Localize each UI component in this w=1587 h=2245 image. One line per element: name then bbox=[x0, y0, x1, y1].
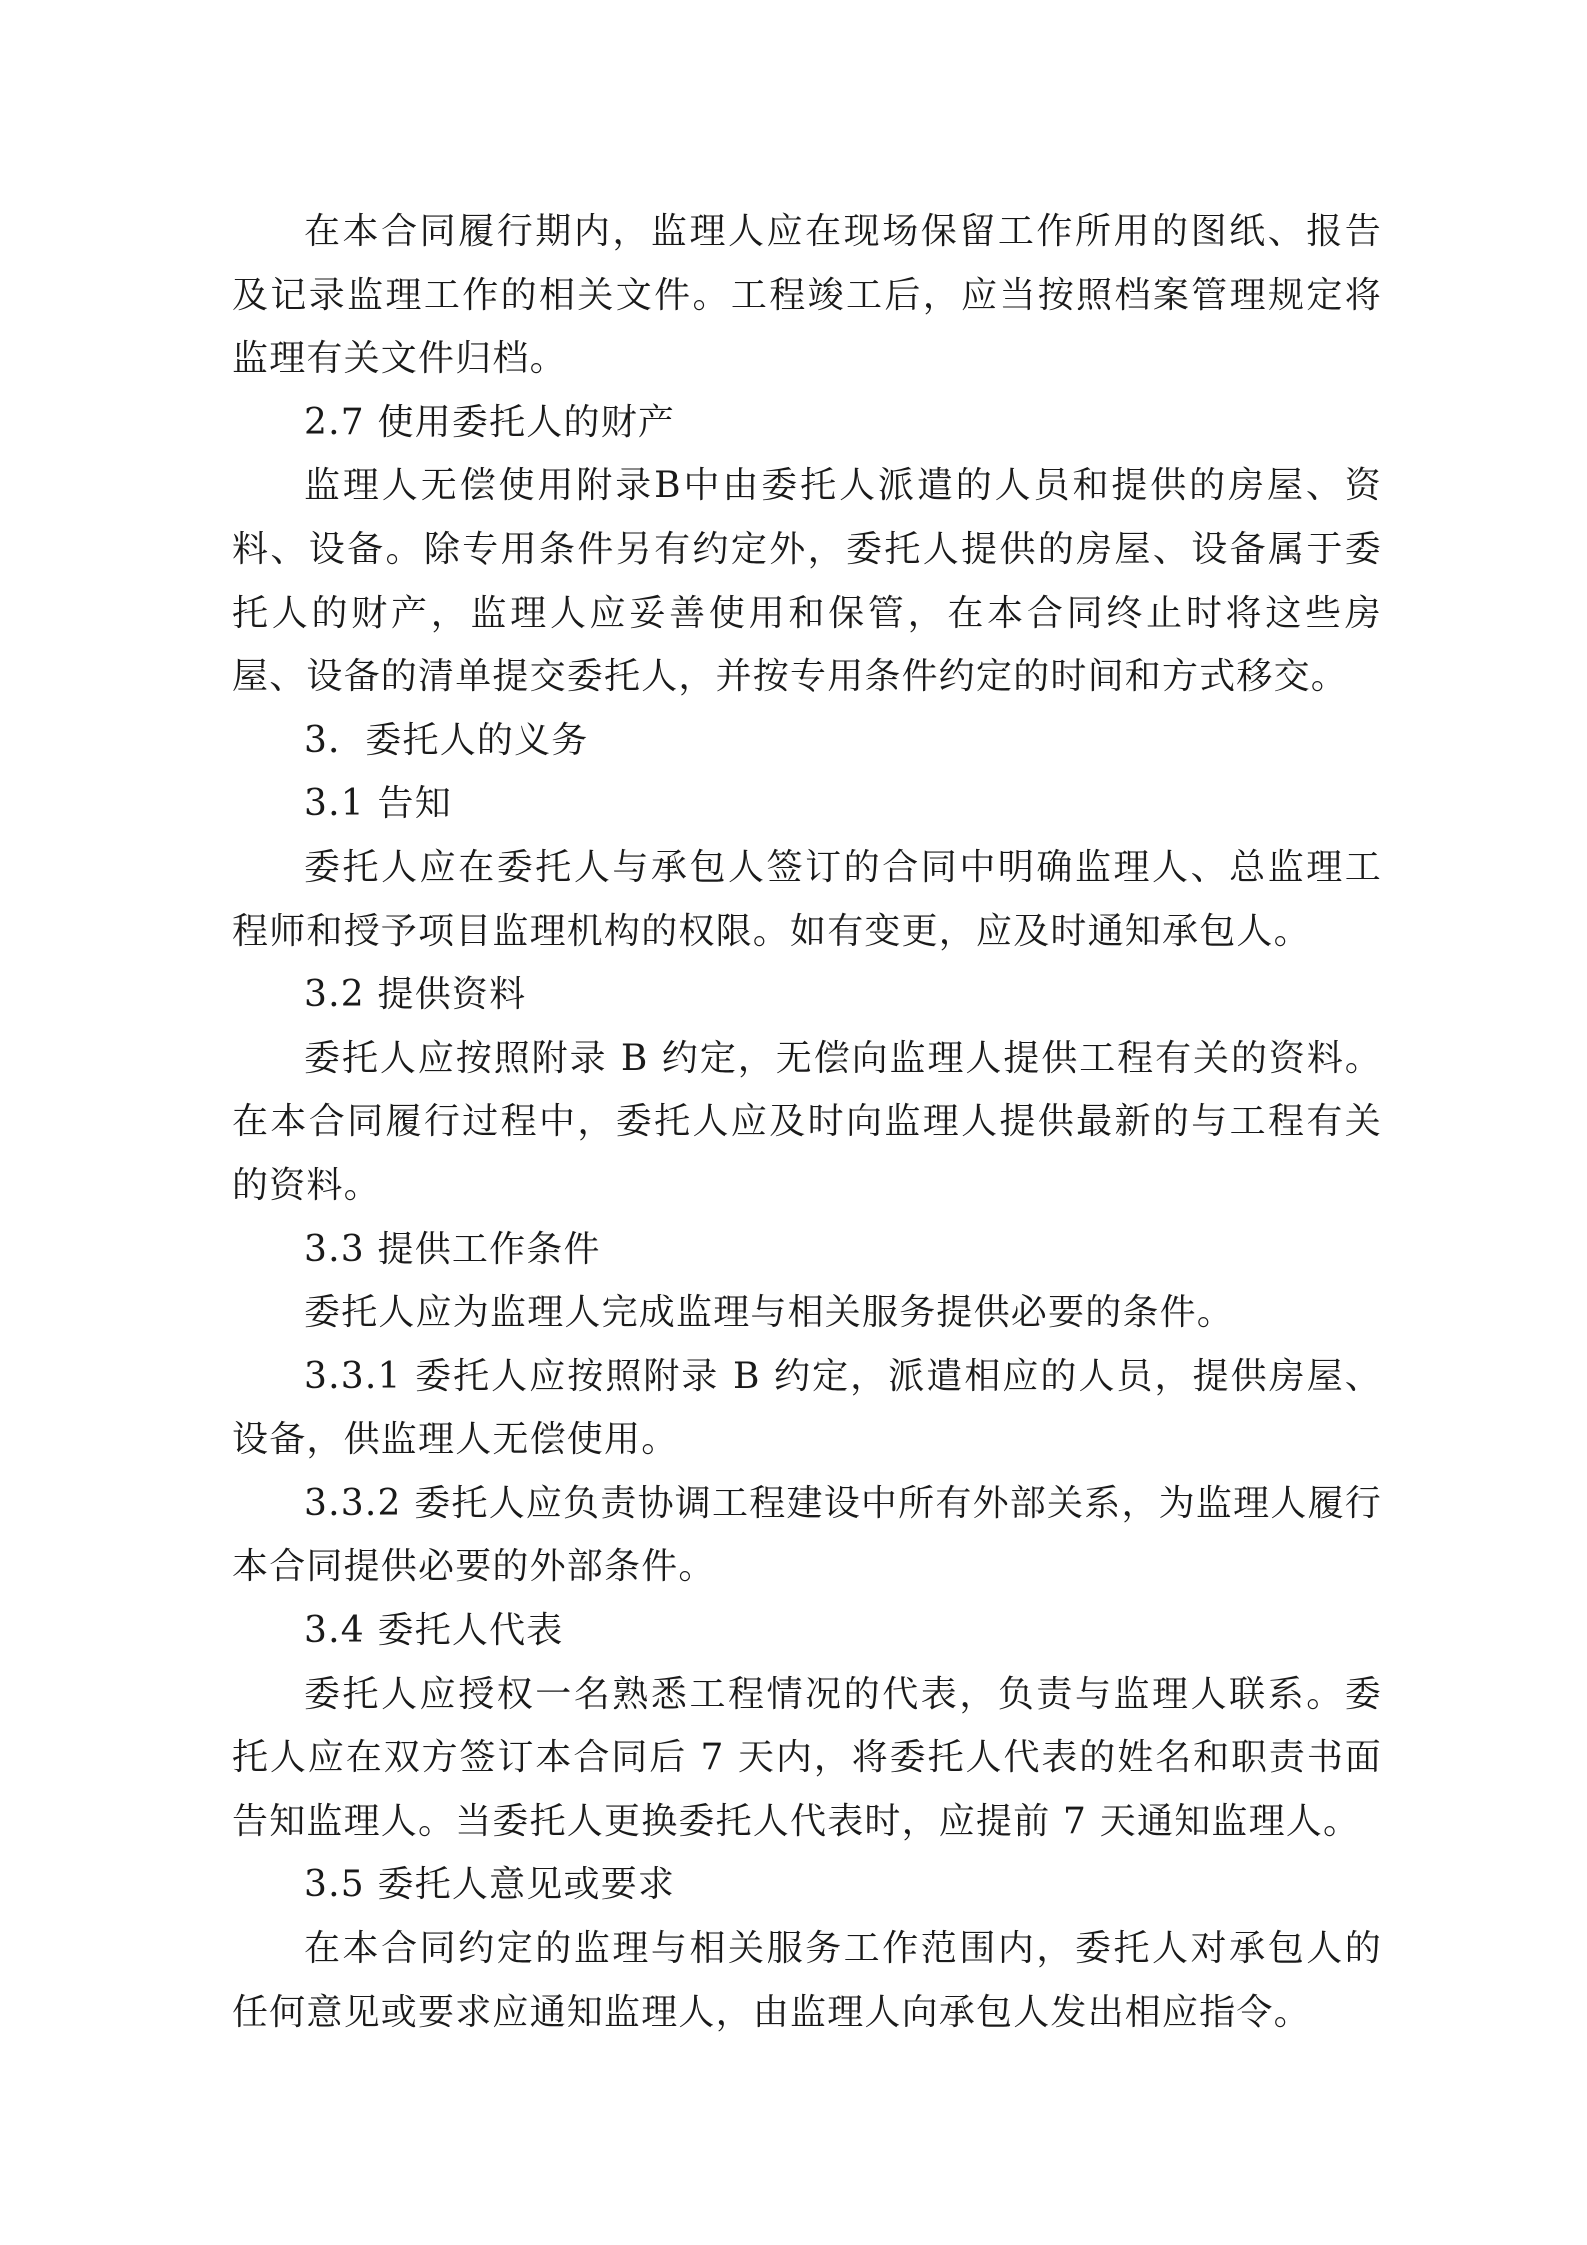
paragraph-clause-3-3-2: 3.3.2 委托人应负责协调工程建设中所有外部关系，为监理人履行本合同提供必要的外部条件。 bbox=[232, 1482, 1382, 1588]
paragraph-provide-materials: 委托人应按照附录 B 约定，无偿向监理人提供工程有关的资料。在本合同履行过程中，委托人应及时向监理人提供最新的与工程有关的资料。 bbox=[232, 1037, 1382, 1206]
section-heading-3-3: 3.3 提供工作条件 bbox=[304, 1228, 601, 1270]
paragraph-clause-3-3-1: 3.3.1 委托人应按照附录 B 约定，派遣相应的人员，提供房屋、设备，供监理人无偿使用。 bbox=[232, 1355, 1382, 1461]
section-heading-3-2: 3.2 提供资料 bbox=[304, 974, 527, 1016]
paragraph-opinions-requests: 在本合同约定的监理与相关服务工作范围内，委托人对承包人的任何意见或要求应通知监理人，由监理人向承包人发出相应指令。 bbox=[232, 1928, 1382, 2033]
document-body bbox=[232, 200, 1382, 2044]
paragraph-notification: 委托人应在委托人与承包人签订的合同中明确监理人、总监理工程师和授予项目监理机构的权限。如有变更，应及时通知承包人。 bbox=[232, 846, 1382, 952]
section-heading-3: 3．委托人的义务 bbox=[304, 719, 589, 761]
paragraph-representative: 委托人应授权一名熟悉工程情况的代表，负责与监理人联系。委托人应在双方签订本合同后 7 天内，将委托人代表的姓名和职责书面告知监理人。当委托人更换委托人代表时，应提前 7 天通知监理人。 bbox=[232, 1673, 1382, 1842]
paragraph-work-conditions: 委托人应为监理人完成监理与相关服务提供必要的条件。 bbox=[304, 1292, 1235, 1334]
section-heading-3-5: 3.5 委托人意见或要求 bbox=[304, 1864, 676, 1906]
section-heading-3-1: 3.1 告知 bbox=[304, 783, 452, 825]
paragraph-records-retention: 在本合同履行期内，监理人应在现场保留工作所用的图纸、报告及记录监理工作的相关文件。工程竣工后，应当按照档案管理规定将监理有关文件归档。 bbox=[232, 211, 1382, 380]
section-heading-2-7: 2.7 使用委托人的财产 bbox=[304, 401, 676, 443]
section-heading-3-4: 3.4 委托人代表 bbox=[304, 1610, 564, 1652]
paragraph-use-of-property: 监理人无偿使用附录B中由委托人派遣的人员和提供的房屋、资料、设备。除专用条件另有约定外，委托人提供的房屋、设备属于委托人的财产，监理人应妥善使用和保管，在本合同终止时将这些房屋、设备的清单提交委托人，并按专用条件约定的时间和方式移交。 bbox=[232, 465, 1382, 698]
